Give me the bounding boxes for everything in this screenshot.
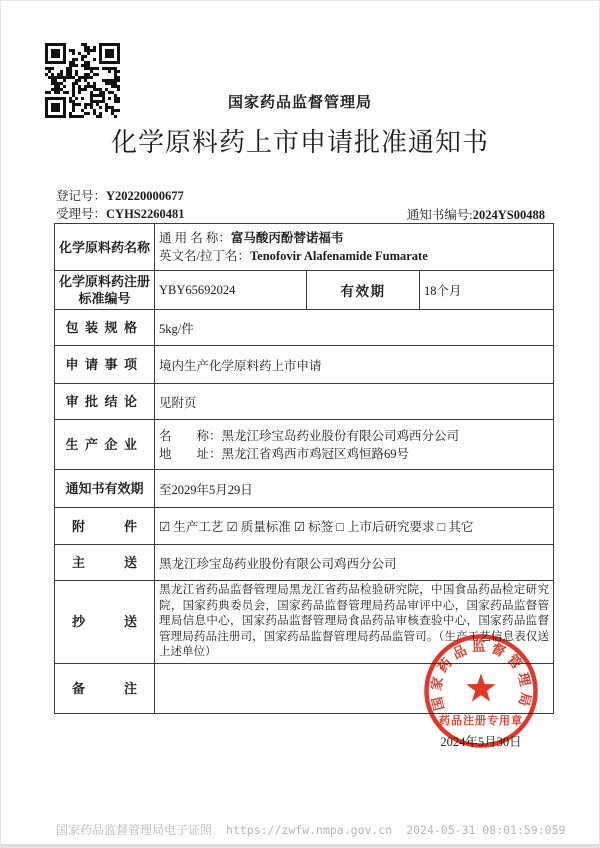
- official-seal-stamp: [422, 632, 540, 750]
- drug-name-label: 化学原料药名称: [55, 224, 155, 271]
- table-row-conclusion: [55, 384, 554, 420]
- table-row-main-recipient: [55, 545, 554, 581]
- notice-validity-label: 通知书有效期: [55, 470, 155, 508]
- attachments-checkboxes: ☑ 生产工艺 ☑ 质量标准 ☑ 标签 □ 上市后研究要求 □ 其它: [155, 508, 554, 545]
- registration-label: 登记号：: [56, 189, 107, 203]
- main-recipient-label: 主 送: [55, 545, 155, 581]
- conclusion-value: 见附页: [155, 384, 554, 420]
- standard-no-label: 化学原料药注册标准编号: [55, 271, 155, 310]
- stamp-date: 2024年5月30日: [440, 735, 522, 749]
- english-name-label: 英文名/拉丁名：: [159, 249, 250, 263]
- registration-number-line: [56, 187, 185, 205]
- table-row-manufacturer: [55, 420, 554, 470]
- footer-url: https://zwfw.nmpa.gov.cn: [226, 823, 393, 837]
- table-row-attachments: [55, 508, 554, 545]
- acceptance-number: CYHS2260481: [106, 207, 185, 221]
- notice-validity-value: 至2029年5月29日: [155, 470, 554, 508]
- footer-timestamp: 2024-05-31 08:01:59:059: [406, 823, 566, 837]
- validity-period-value: 18个月: [420, 271, 554, 310]
- footer: [56, 821, 579, 838]
- manufacturer-address: 黑龙江省鸡西市鸡冠区鸡恒路69号: [221, 446, 410, 461]
- application-label: 申请事项: [65, 357, 144, 372]
- registration-number: Y20220000677: [106, 189, 184, 203]
- remarks-label: 备 注: [55, 663, 155, 713]
- package-value: 5kg/件: [155, 310, 554, 346]
- footer-label: 国家药品监督管理局电子证照: [56, 823, 213, 837]
- meta-numbers: [56, 187, 185, 223]
- manufacturer-cell: [155, 420, 554, 470]
- stamp-star-icon: [466, 674, 495, 702]
- english-name: Tenofovir Alafenamide Fumarate: [249, 249, 428, 263]
- standard-no-value: YBY65692024: [155, 271, 307, 310]
- cc-label: 抄 送: [55, 581, 155, 664]
- notice-number: 2024YS00488: [472, 208, 545, 222]
- stamp-org-arc-text: 国家药品监督管理局: [428, 639, 534, 712]
- manufacturer-name: 黑龙江珍宝岛药业股份有限公司鸡西分公司: [221, 428, 460, 443]
- table-row-drug-name: [55, 224, 554, 271]
- table-row-notice-validity: [55, 470, 554, 508]
- acceptance-label: 受理号：: [56, 207, 107, 221]
- table-row-application: [55, 346, 554, 384]
- org-name: 国家药品监督管理局: [227, 94, 372, 111]
- table-row-standard-no: [55, 271, 554, 310]
- conclusion-label: 审批结论: [65, 394, 144, 409]
- drug-name-cell: [155, 224, 554, 271]
- generic-name-label: 通 用 名 称：: [159, 231, 231, 245]
- manufacturer-address-label: 地 址：: [159, 446, 222, 461]
- stamp-seal-type: 药品注册专用章: [439, 715, 523, 727]
- generic-name: 富马酸丙酚替诺福韦: [230, 231, 344, 245]
- validity-period-label: 有效期: [307, 271, 420, 310]
- acceptance-number-line: [56, 205, 185, 223]
- cc-value: 黑龙江省药品监督管理局黑龙江省药品检验研究院，中国食品药品检定研究院，国家药典委员会，国家药品监督管理局药品审评中心，国家药品监督管理局信息中心，国家药品监督管理局食品药品审核查验中心，国家药品监督管理局药品注册司，国家药品监督管理局药品监管司。（生产工艺信息表仅送上述单位）: [159, 584, 550, 658]
- manufacturer-name-label: 名 称：: [159, 428, 222, 443]
- application-value: 境内生产化学原料药上市申请: [155, 346, 554, 384]
- notice-number-label: 通知书编号:: [406, 208, 473, 222]
- package-label: 包装规格: [65, 320, 144, 335]
- page-title: 化学原料药上市申请批准通知书: [110, 128, 489, 157]
- manufacturer-label: 生产企业: [65, 437, 144, 452]
- attachments-label: 附 件: [55, 508, 155, 545]
- notice-number-line: [407, 205, 545, 223]
- main-recipient-value: 黑龙江珍宝岛药业股份有限公司鸡西分公司: [155, 545, 554, 581]
- table-row-package: [55, 310, 554, 346]
